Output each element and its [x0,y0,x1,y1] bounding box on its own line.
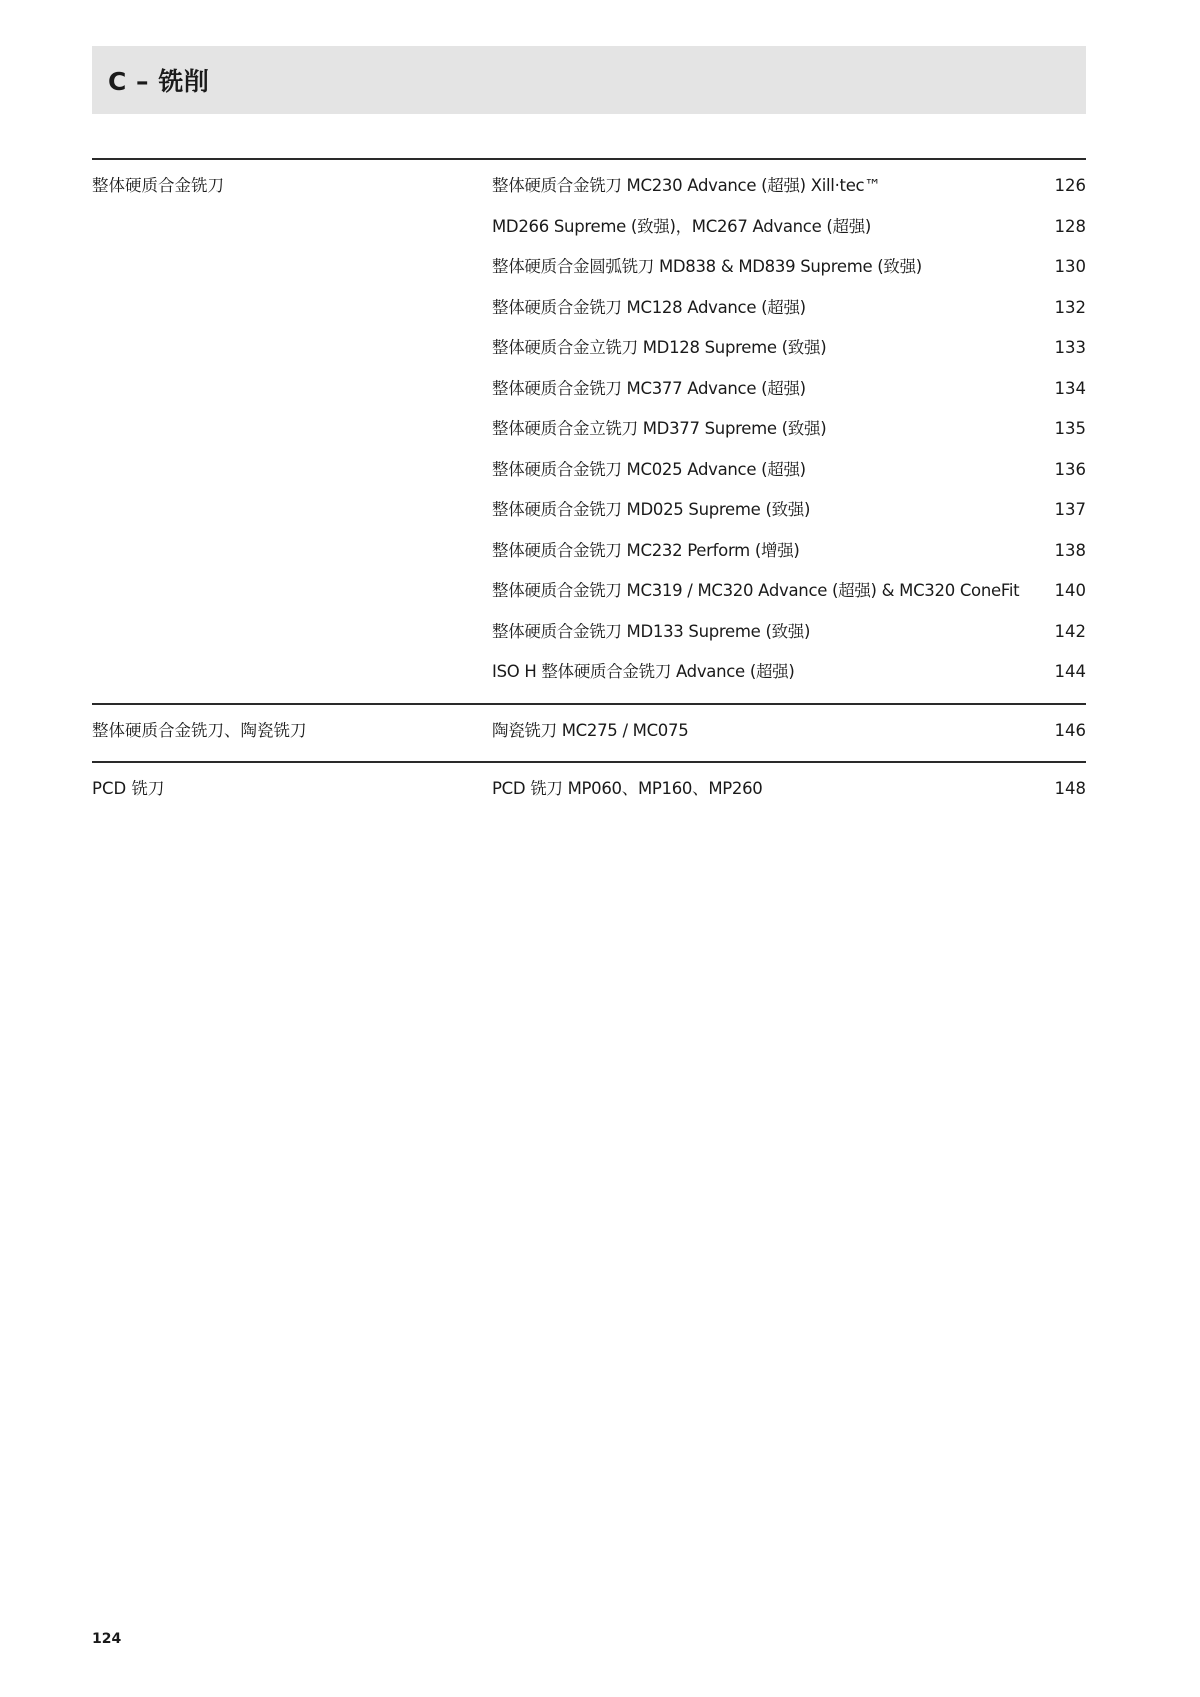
table-of-contents [92,158,1086,820]
toc-entry[interactable] [492,213,1086,254]
toc-entry[interactable] [492,775,1086,816]
toc-entry[interactable] [492,172,1086,213]
toc-entry[interactable] [492,577,1086,618]
toc-entry[interactable] [492,294,1086,335]
page-number: 124 [92,1631,122,1647]
entry-page: 144 [1054,662,1086,681]
toc-entry[interactable] [492,253,1086,294]
toc-entry[interactable] [492,375,1086,416]
toc-entry[interactable] [492,415,1086,456]
entry-label: 整体硬质合金铣刀 MC128 Advance (超强) [492,297,806,317]
entry-page: 133 [1054,338,1086,357]
toc-entry[interactable] [492,537,1086,578]
chapter-title: C – 铣削 [108,67,210,96]
entry-page: 128 [1054,216,1086,236]
entry-page: 140 [1054,581,1086,600]
entry-label: PCD 铣刀 MP060、MP160、MP260 [492,779,763,798]
section-title: 整体硬质合金铣刀、陶瓷铣刀 [92,720,307,740]
entry-page: 126 [1054,176,1086,195]
entry-label: 整体硬质合金铣刀 MC025 Advance (超强) [492,459,806,479]
toc-entry[interactable] [492,334,1086,375]
entry-page: 132 [1054,297,1086,317]
toc-section-pcd [92,761,1086,820]
chapter-header [92,46,1086,114]
toc-entry[interactable] [492,496,1086,537]
toc-entry[interactable] [492,658,1086,699]
entry-label: MD266 Supreme (致强)，MC267 Advance (超强) [492,216,872,236]
entry-label: 整体硬质合金铣刀 MC232 Perform (增强) [492,540,800,560]
entry-page: 136 [1054,459,1086,479]
toc-entry[interactable] [492,456,1086,497]
toc-section-ceramic [92,703,1086,762]
entry-label: 陶瓷铣刀 MC275 / MC075 [492,720,689,740]
entry-page: 134 [1054,378,1086,398]
entry-page: 130 [1054,257,1086,276]
entry-page: 146 [1054,720,1086,740]
entry-label: 整体硬质合金铣刀 MC230 Advance (超强) Xill·tec™ [492,176,881,195]
entry-page: 135 [1054,419,1086,438]
entry-label: 整体硬质合金铣刀 MD133 Supreme (致强) [492,621,811,641]
entry-page: 142 [1054,621,1086,641]
entry-label: 整体硬质合金铣刀 MC319 / MC320 Advance (超强) & MC320 ConeFit [492,581,1020,600]
entry-page: 138 [1054,540,1086,560]
entry-label: 整体硬质合金圆弧铣刀 MD838 & MD839 Supreme (致强) [492,257,922,276]
section-title: PCD 铣刀 [92,779,165,798]
toc-section-solid-carbide [92,158,1086,703]
entry-page: 137 [1054,500,1086,519]
toc-entry[interactable] [492,717,1086,758]
entry-label: 整体硬质合金铣刀 MD025 Supreme (致强) [492,500,811,519]
entry-label: ISO H 整体硬质合金铣刀 Advance (超强) [492,662,795,681]
entry-label: 整体硬质合金立铣刀 MD128 Supreme (致强) [492,338,827,357]
entry-page: 148 [1054,779,1086,798]
toc-entry[interactable] [492,618,1086,659]
entry-label: 整体硬质合金立铣刀 MD377 Supreme (致强) [492,419,827,438]
section-title: 整体硬质合金铣刀 [92,176,224,195]
entry-label: 整体硬质合金铣刀 MC377 Advance (超强) [492,378,806,398]
